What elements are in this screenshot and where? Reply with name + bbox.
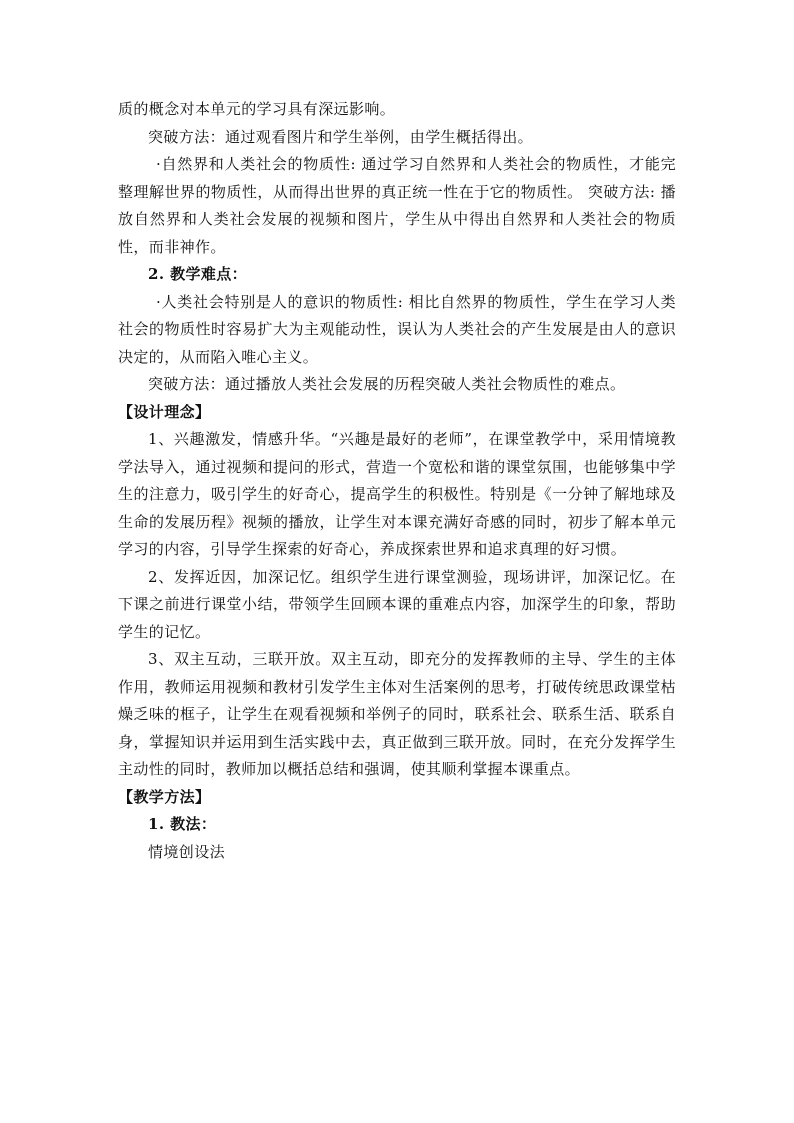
paragraph-design-1: 1、兴趣激发，情感升华。“兴趣是最好的老师”，在课堂教学中，采用情境教学法导入，通过视频和提问的形式，营造一个宽松和谐的课堂氛围，也能够集中学生的注意力，吸引学生的好奇心，提高学生的积极性。特别是《一分钟了解地球及生命的发展历程》视频的播放，让学生对本课充满好奇感的同时，初步了解本单元学习的内容，引导学生探索的好奇心，养成探索世界和追求真理的好习惯。	[118, 430, 676, 558]
heading-teaching-method: 【教学方法】	[118, 787, 211, 806]
paragraph-breakthrough-2: 突破方法：通过播放人类社会发展的历程突破人类社会物质性的难点。	[148, 375, 626, 393]
paragraph-nature-society: ·自然界和人类社会的物质性: 通过学习自然界和人类社会的物质性，才能完整理解世界的物质性，从而得出世界的真正统一性在于它的物质性。 突破方法: 播放自然界和人类社会发展的视频和图片，学生从中得出自然界和人类社会的物质性，而非神作。	[118, 155, 676, 256]
paragraph-consciousness: ·人类社会特别是人的意识的物质性: 相比自然界的物质性，学生在学习人类社会的物质性时容易扩大为主观能动性，误认为人类社会的产生发展是由人的意识决定的，从而陷入唯心主义。	[118, 292, 676, 366]
paragraph-design-3: 3、双主互动，三联开放。双主互动，即充分的发挥教师的主导、学生的主体作用，教师运用视频和教材引发学生主体对生活案例的思考，打破传统思政课堂枯燥乏味的框子，让学生在观看视频和举例子的同时，联系社会、联系生活、联系自身，掌握知识并运用到生活实践中去，真正做到三联开放。同时，在充分发挥学生主动性的同时，教师加以概括总结和强调，使其顺利掌握本课重点。	[118, 650, 676, 778]
paragraph-situation-method: 情境创设法	[148, 842, 226, 861]
paragraph-continuation: 质的概念对本单元的学习具有深远影响。	[118, 100, 396, 118]
heading-design-concept: 【设计理念】	[118, 402, 211, 421]
heading-teaching-difficulty: 2. 教学难点：	[148, 265, 248, 283]
document-body	[118, 96, 676, 866]
heading-teach-method: 1. 教法：	[148, 815, 217, 833]
paragraph-breakthrough-1: 突破方法：通过观看图片和学生举例，由学生概括得出。	[148, 127, 534, 146]
paragraph-design-2: 2、发挥近因，加深记忆。组织学生进行课堂测验，现场讲评，加深记忆。在下课之前进行课堂小结，带领学生回顾本课的重难点内容，加深学生的印象，帮助学生的记忆。	[118, 567, 676, 641]
